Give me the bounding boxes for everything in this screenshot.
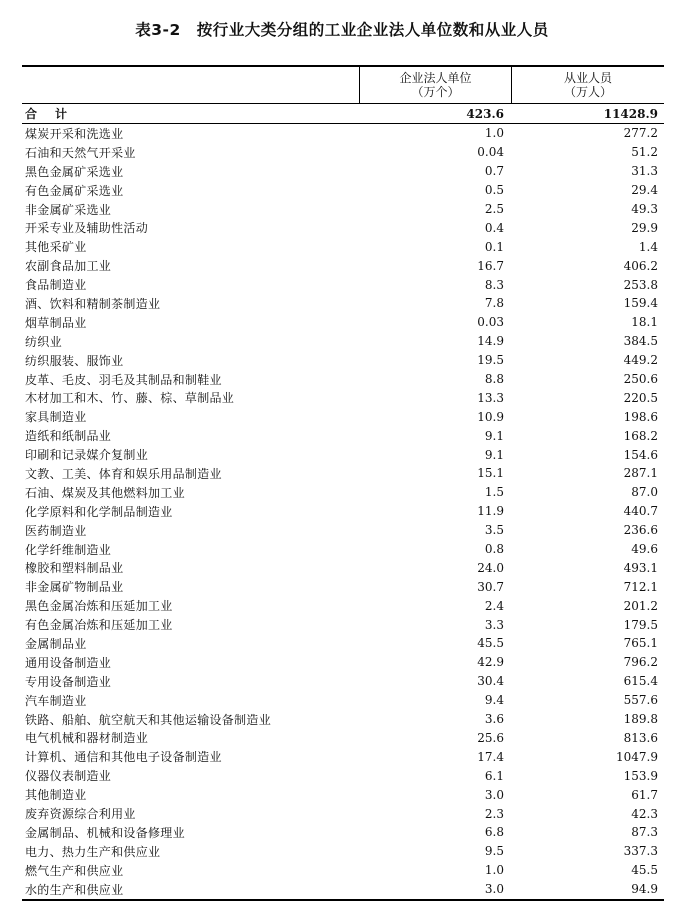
enterprise-units-value: 13.3: [477, 390, 504, 405]
employees-value: 87.0: [631, 485, 658, 500]
industry-name: 木材加工和木、竹、藤、棕、草制品业: [25, 391, 235, 406]
industry-name: 开采专业及辅助性活动: [25, 221, 149, 236]
header-enterprise-units-unit: （万个）: [411, 85, 460, 99]
table-row: [22, 445, 664, 464]
employees-value: 449.2: [623, 353, 658, 368]
enterprise-units-value: 45.5: [477, 636, 504, 651]
enterprise-units-value: 0.7: [484, 164, 504, 179]
industry-name: 废弃资源综合利用业: [25, 807, 136, 821]
industry-name: 造纸和纸制品业: [25, 429, 112, 444]
table-row: [22, 785, 664, 804]
employees-value: 796.2: [623, 655, 658, 670]
employees-value: 1.4: [638, 239, 658, 254]
enterprise-units-value: 0.04: [477, 145, 504, 160]
industry-name: 食品制造业: [25, 278, 87, 293]
table-title-text: 按行业大类分组的工业企业法人单位数和从业人员: [196, 21, 549, 39]
enterprise-units-value: 3.5: [484, 523, 504, 538]
industry-name: 农副食品加工业: [25, 259, 112, 274]
enterprise-units-value: 8.3: [484, 277, 504, 292]
table-row: [22, 218, 664, 237]
enterprise-units-value: 3.0: [484, 787, 504, 802]
employees-value: 384.5: [623, 334, 658, 349]
industry-name: 酒、饮料和精制茶制造业: [25, 296, 161, 311]
industry-name: 汽车制造业: [25, 693, 87, 708]
table-row: [22, 577, 664, 596]
enterprise-units-value: 30.4: [477, 674, 504, 689]
table-row: [22, 634, 664, 653]
table-row: [22, 370, 664, 389]
industry-name: 非金属矿物制品业: [25, 580, 124, 595]
industry-name: 石油、煤炭及其他燃料加工业: [25, 485, 185, 500]
table-row: [22, 124, 664, 143]
enterprise-units-value: 17.4: [477, 749, 504, 764]
industry-name: 专用设备制造业: [25, 674, 112, 689]
enterprise-units-value: 19.5: [477, 353, 504, 368]
enterprise-units-value: 7.8: [484, 296, 504, 311]
enterprise-units-value: 6.8: [484, 825, 504, 840]
header-employees-label: 从业人员: [563, 71, 612, 85]
total-label-a: 合: [25, 107, 38, 121]
page-title: [0, 18, 684, 40]
table-row: [22, 388, 664, 407]
industry-name: 计算机、通信和其他电子设备制造业: [25, 750, 222, 765]
industry-name: 橡胶和塑料制品业: [25, 561, 124, 576]
employees-value: 220.5: [623, 390, 658, 405]
employees-value: 406.2: [623, 258, 658, 273]
industry-name: 有色金属矿采选业: [25, 183, 124, 198]
industry-name: 烟草制品业: [25, 315, 87, 330]
employees-value: 277.2: [623, 126, 658, 141]
enterprise-units-value: 3.0: [484, 882, 504, 897]
header-blank-cell: [22, 67, 359, 103]
employees-value: 765.1: [623, 636, 658, 651]
employees-value: 493.1: [623, 560, 658, 575]
enterprise-units-value: 1.5: [484, 485, 504, 500]
industry-name: 通用设备制造业: [25, 655, 112, 670]
employees-value: 440.7: [623, 504, 658, 519]
industry-name: 文教、工美、体育和娱乐用品制造业: [25, 466, 222, 481]
total-units: 423.6: [466, 106, 504, 121]
employees-value: 179.5: [623, 617, 658, 632]
table-row: [22, 558, 664, 577]
industry-name: 黑色金属冶炼和压延加工业: [25, 599, 173, 614]
employees-value: 250.6: [623, 372, 658, 387]
employees-value: 813.6: [623, 730, 658, 745]
employees-value: 49.6: [631, 542, 658, 557]
table-row: [22, 200, 664, 219]
table-row: [22, 710, 664, 729]
industry-name: 黑色金属矿采选业: [25, 164, 124, 179]
enterprise-units-value: 9.5: [484, 844, 504, 859]
table-body: [22, 124, 664, 899]
industry-name: 铁路、船舶、航空航天和其他运输设备制造业: [25, 712, 272, 727]
table-row: [22, 653, 664, 672]
enterprise-units-value: 0.03: [477, 315, 504, 330]
enterprise-units-value: 1.0: [484, 126, 504, 141]
industry-name: 电气机械和器材制造业: [25, 731, 149, 746]
table-row: [22, 162, 664, 181]
table-row: [22, 294, 664, 313]
enterprise-units-value: 3.6: [484, 712, 504, 727]
enterprise-units-value: 9.4: [484, 693, 504, 708]
table-row: [22, 483, 664, 502]
table-row: [22, 426, 664, 445]
table-row: [22, 823, 664, 842]
table-row: [22, 596, 664, 615]
table-header: [22, 67, 664, 104]
table-row: [22, 804, 664, 823]
employees-value: 201.2: [623, 598, 658, 613]
industry-name: 电力、热力生产和供应业: [25, 844, 161, 859]
enterprise-units-value: 30.7: [477, 579, 504, 594]
table-row: [22, 181, 664, 200]
employees-value: 253.8: [623, 277, 658, 292]
table-row: [22, 313, 664, 332]
total-row: [22, 104, 664, 124]
employees-value: 712.1: [623, 579, 658, 594]
enterprise-units-value: 9.1: [484, 428, 504, 443]
industry-name: 化学原料和化学制品制造业: [25, 504, 173, 519]
enterprise-units-value: 14.9: [477, 334, 504, 349]
industry-name: 仪器仪表制造业: [25, 769, 112, 784]
employees-value: 615.4: [623, 674, 658, 689]
employees-value: 31.3: [631, 164, 658, 179]
table-row: [22, 747, 664, 766]
table-row: [22, 332, 664, 351]
industry-name: 其他采矿业: [25, 240, 87, 255]
employees-value: 159.4: [623, 296, 658, 311]
enterprise-units-value: 24.0: [477, 560, 504, 575]
employees-value: 18.1: [631, 315, 658, 330]
table-row: [22, 691, 664, 710]
table-row: [22, 729, 664, 748]
table-row: [22, 672, 664, 691]
table-row: [22, 351, 664, 370]
table-row: [22, 407, 664, 426]
table-row: [22, 237, 664, 256]
table-row: [22, 502, 664, 521]
header-enterprise-units: [359, 67, 511, 103]
industry-name: 石油和天然气开采业: [25, 145, 136, 160]
enterprise-units-value: 16.7: [477, 258, 504, 273]
industry-name: 纺织业: [25, 334, 62, 349]
employees-value: 29.4: [631, 183, 658, 198]
employees-value: 29.9: [631, 220, 658, 235]
enterprise-units-value: 2.5: [484, 202, 504, 216]
table-row: [22, 275, 664, 294]
table-row: [22, 766, 664, 785]
employees-value: 153.9: [623, 768, 658, 783]
enterprise-units-value: 9.1: [484, 447, 504, 462]
industry-name: 燃气生产和供应业: [25, 863, 124, 878]
industry-name: 金属制品业: [25, 636, 87, 651]
employees-value: 198.6: [623, 409, 658, 424]
industry-name: 印刷和记录媒介复制业: [25, 448, 149, 463]
enterprise-units-value: 1.0: [484, 863, 504, 878]
enterprise-units-value: 10.9: [477, 409, 504, 424]
industry-name: 医药制造业: [25, 523, 87, 538]
employees-value: 236.6: [623, 523, 658, 538]
industry-name: 有色金属冶炼和压延加工业: [25, 618, 173, 633]
total-employees: 11428.9: [603, 106, 658, 121]
employees-value: 61.7: [631, 787, 658, 802]
employees-value: 189.8: [623, 712, 658, 727]
enterprise-units-value: 2.4: [484, 598, 504, 613]
employees-value: 49.3: [631, 202, 658, 216]
industry-name: 非金属矿采选业: [25, 202, 112, 217]
employees-value: 51.2: [631, 145, 658, 160]
industry-name: 金属制品、机械和设备修理业: [25, 825, 185, 840]
industry-name: 水的生产和供应业: [25, 882, 124, 897]
total-label-b: 计: [55, 107, 68, 121]
table-row: [22, 540, 664, 559]
industry-name: 皮革、毛皮、羽毛及其制品和制鞋业: [25, 372, 222, 387]
table-row: [22, 256, 664, 275]
table-number: 表3-2: [135, 21, 181, 39]
employees-value: 168.2: [623, 428, 658, 443]
industry-name: 纺织服装、服饰业: [25, 353, 124, 368]
table-row: [22, 880, 664, 899]
table-row: [22, 615, 664, 634]
enterprise-units-value: 3.3: [484, 617, 504, 632]
table-row: [22, 842, 664, 861]
header-employees: [511, 67, 664, 103]
enterprise-units-value: 2.3: [484, 806, 504, 821]
employees-value: 42.3: [631, 806, 658, 821]
enterprise-units-value: 0.1: [484, 239, 504, 254]
table-row: [22, 464, 664, 483]
enterprise-units-value: 0.4: [484, 220, 504, 235]
industry-name: 化学纤维制造业: [25, 542, 112, 557]
industry-name: 家具制造业: [25, 410, 87, 425]
table-row: [22, 143, 664, 162]
total-label: [22, 105, 359, 122]
employees-value: 287.1: [623, 466, 658, 481]
header-employees-unit: （万人）: [563, 85, 612, 99]
employees-value: 94.9: [631, 882, 658, 897]
header-enterprise-units-label: 企业法人单位: [399, 71, 472, 85]
employees-value: 87.3: [631, 825, 658, 840]
employees-value: 1047.9: [616, 749, 658, 764]
enterprise-units-value: 6.1: [484, 768, 504, 783]
industry-table: [22, 65, 664, 901]
employees-value: 337.3: [623, 844, 658, 859]
industry-name: 其他制造业: [25, 788, 87, 803]
enterprise-units-value: 8.8: [484, 372, 504, 387]
enterprise-units-value: 25.6: [477, 730, 504, 745]
enterprise-units-value: 0.8: [484, 542, 504, 557]
employees-value: 45.5: [631, 863, 658, 878]
enterprise-units-value: 15.1: [477, 466, 504, 481]
employees-value: 557.6: [623, 693, 658, 708]
enterprise-units-value: 11.9: [477, 504, 504, 519]
table-row: [22, 521, 664, 540]
enterprise-units-value: 0.5: [484, 183, 504, 198]
employees-value: 154.6: [623, 447, 658, 462]
industry-name: 煤炭开采和洗选业: [25, 126, 124, 141]
enterprise-units-value: 42.9: [477, 655, 504, 670]
table-row: [22, 861, 664, 880]
